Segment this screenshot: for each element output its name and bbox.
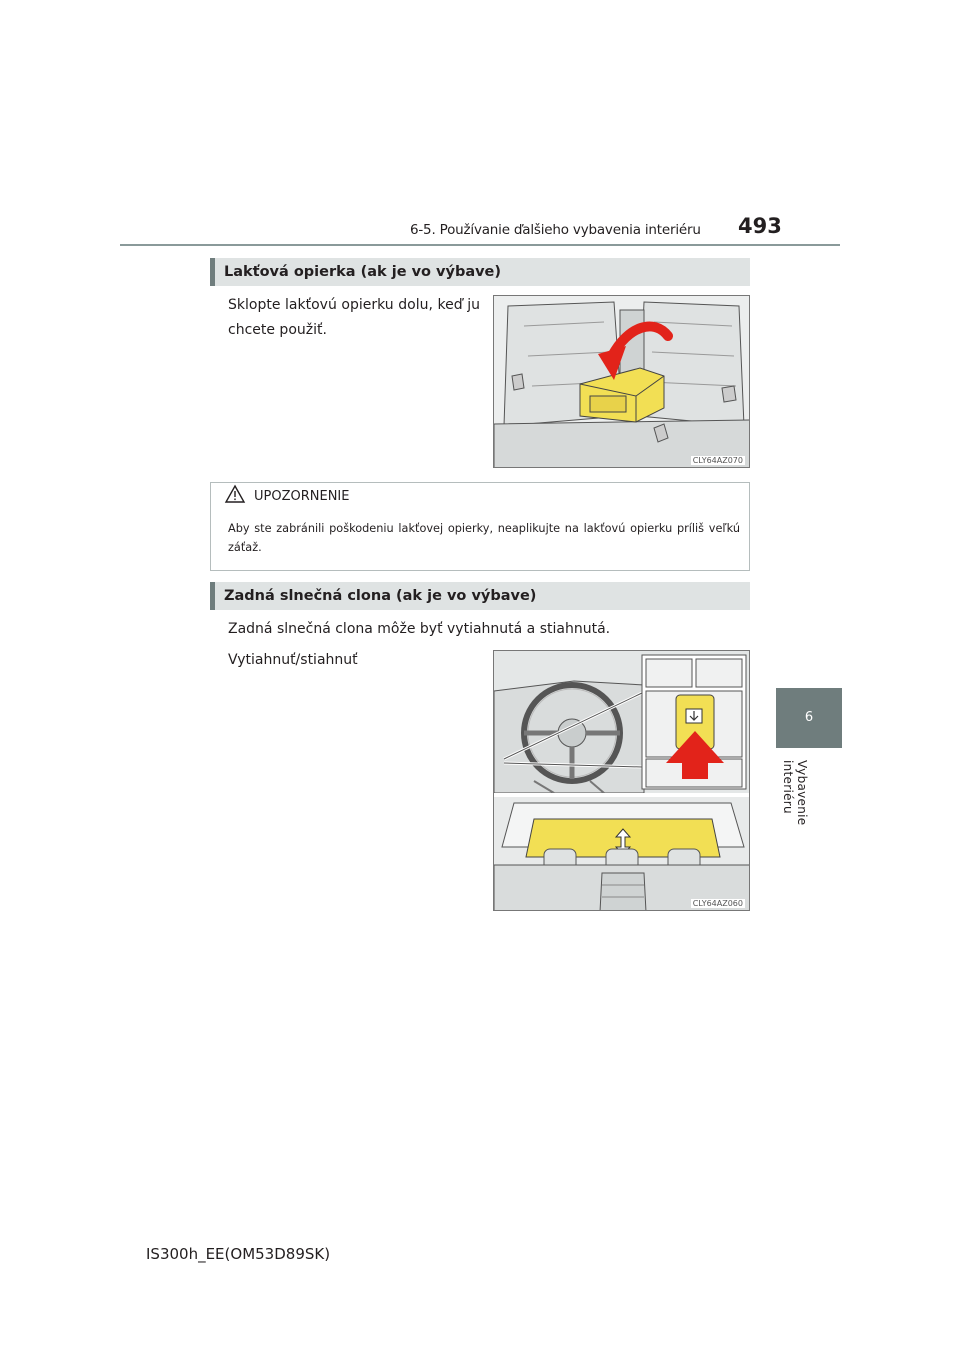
page-number: 493: [738, 214, 782, 238]
armrest-figure: [493, 295, 750, 468]
armrest-figure-code: CLY64AZ070: [692, 456, 743, 465]
warning-triangle-icon: [224, 484, 246, 504]
header-divider: [120, 244, 840, 246]
armrest-illustration: [494, 296, 750, 468]
caution-title: UPOZORNENIE: [254, 489, 350, 504]
chapter-title: Vybavenie interiéru: [781, 760, 809, 826]
sunshade-paragraph: Zadná slnečná clona môže byť vytiahnutá a stiahnutá.: [228, 621, 611, 637]
sunshade-figure: [493, 650, 750, 911]
armrest-heading: Lakťová opierka (ak je vo výbave): [210, 258, 750, 286]
chapter-tab: [776, 688, 842, 748]
section-title: 6-5. Používanie ďalšieho vybavenia interiéru: [410, 222, 701, 238]
caution-text: Aby ste zabránili poškodeniu lakťovej opierky, neaplikujte na lakťovú opierku príliš veľkú záťaž.: [228, 522, 740, 554]
sunshade-label: Vytiahnuť/stiahnuť: [228, 652, 358, 668]
model-code: IS300h_EE(OM53D89SK): [146, 1245, 331, 1263]
sunshade-illustration: [494, 651, 750, 911]
sunshade-figure-code: CLY64AZ060: [692, 899, 743, 908]
armrest-paragraph: Sklopte lakťovú opierku dolu, keď ju chcete použiť.: [228, 297, 480, 338]
sunshade-heading: Zadná slnečná clona (ak je vo výbave): [210, 582, 750, 610]
chapter-number: 6: [804, 710, 814, 725]
